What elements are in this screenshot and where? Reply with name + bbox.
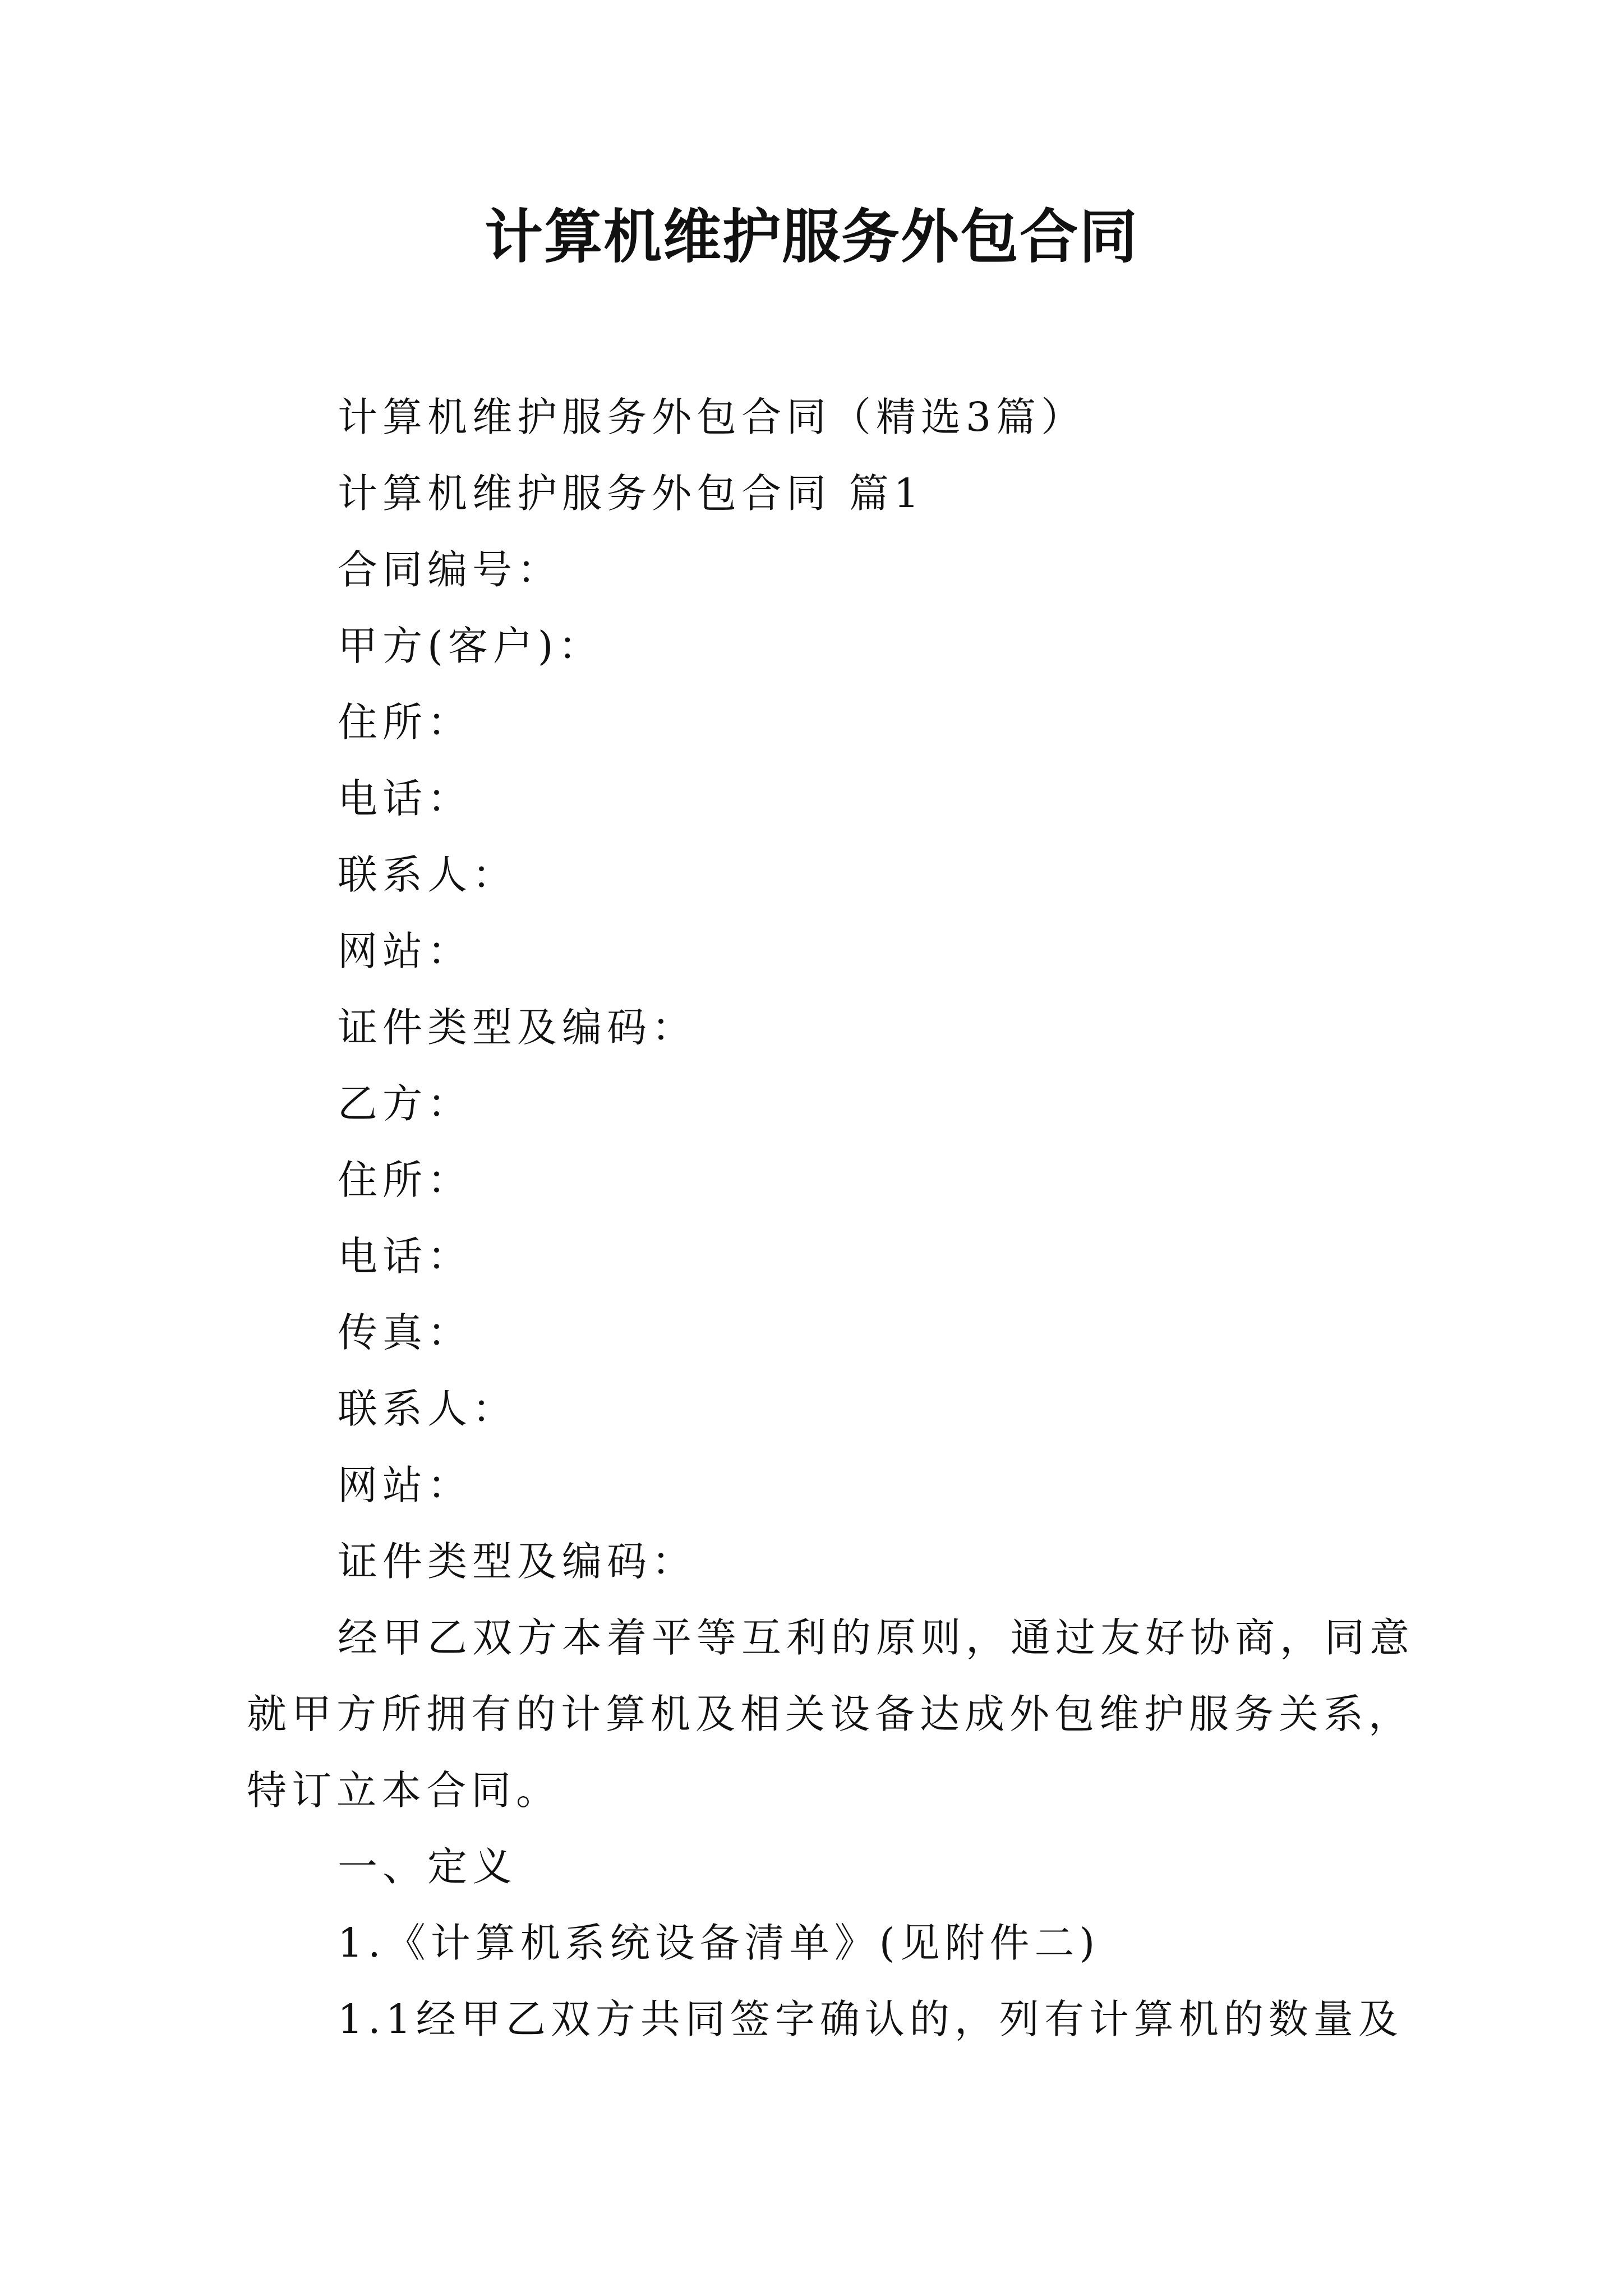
agreement-paragraph-line-3: 特订立本合同。	[247, 1767, 561, 1814]
party-a-contact-label: 联系人：	[338, 852, 518, 898]
agreement-paragraph-line-2: 就甲方所拥有的计算机及相关设备达成外包维护服务关系，	[247, 1691, 1414, 1737]
party-b-phone-label: 电话：	[338, 1233, 473, 1280]
clause-1: 1.《计算机系统设备清单》(见附件二)	[338, 1920, 1100, 1966]
clause-1-1: 1.1经甲乙双方共同签字确认的，列有计算机的数量及	[338, 1996, 1403, 2042]
document-body	[247, 379, 1415, 2058]
section-title-part-1: 计算机维护服务外包合同 篇1	[338, 470, 924, 517]
party-b-fax-label: 传真：	[338, 1309, 473, 1356]
party-a-website-label: 网站：	[338, 928, 473, 974]
section-heading-definitions: 一、定义	[338, 1843, 518, 1890]
party-b-id-label: 证件类型及编码：	[338, 1538, 697, 1585]
party-a-address-label: 住所：	[338, 699, 473, 746]
contract-number-label: 合同编号：	[338, 546, 562, 593]
agreement-paragraph-line-1: 经甲乙双方本着平等互利的原则，通过友好协商，同意	[338, 1614, 1415, 1661]
party-a-phone-label: 电话：	[338, 775, 473, 822]
party-a-id-label: 证件类型及编码：	[338, 1004, 697, 1051]
party-b-address-label: 住所：	[338, 1157, 473, 1203]
party-b-label: 乙方：	[338, 1080, 473, 1127]
agreement-paragraph	[247, 1600, 1415, 1829]
party-b-website-label: 网站：	[338, 1462, 473, 1508]
party-b-contact-label: 联系人：	[338, 1386, 518, 1432]
document-title: 计算机维护服务外包合同	[484, 203, 1138, 271]
subtitle-selected-3: 计算机维护服务外包合同（精选3篇）	[338, 394, 1086, 440]
party-a-label: 甲方(客户)：	[338, 623, 603, 669]
